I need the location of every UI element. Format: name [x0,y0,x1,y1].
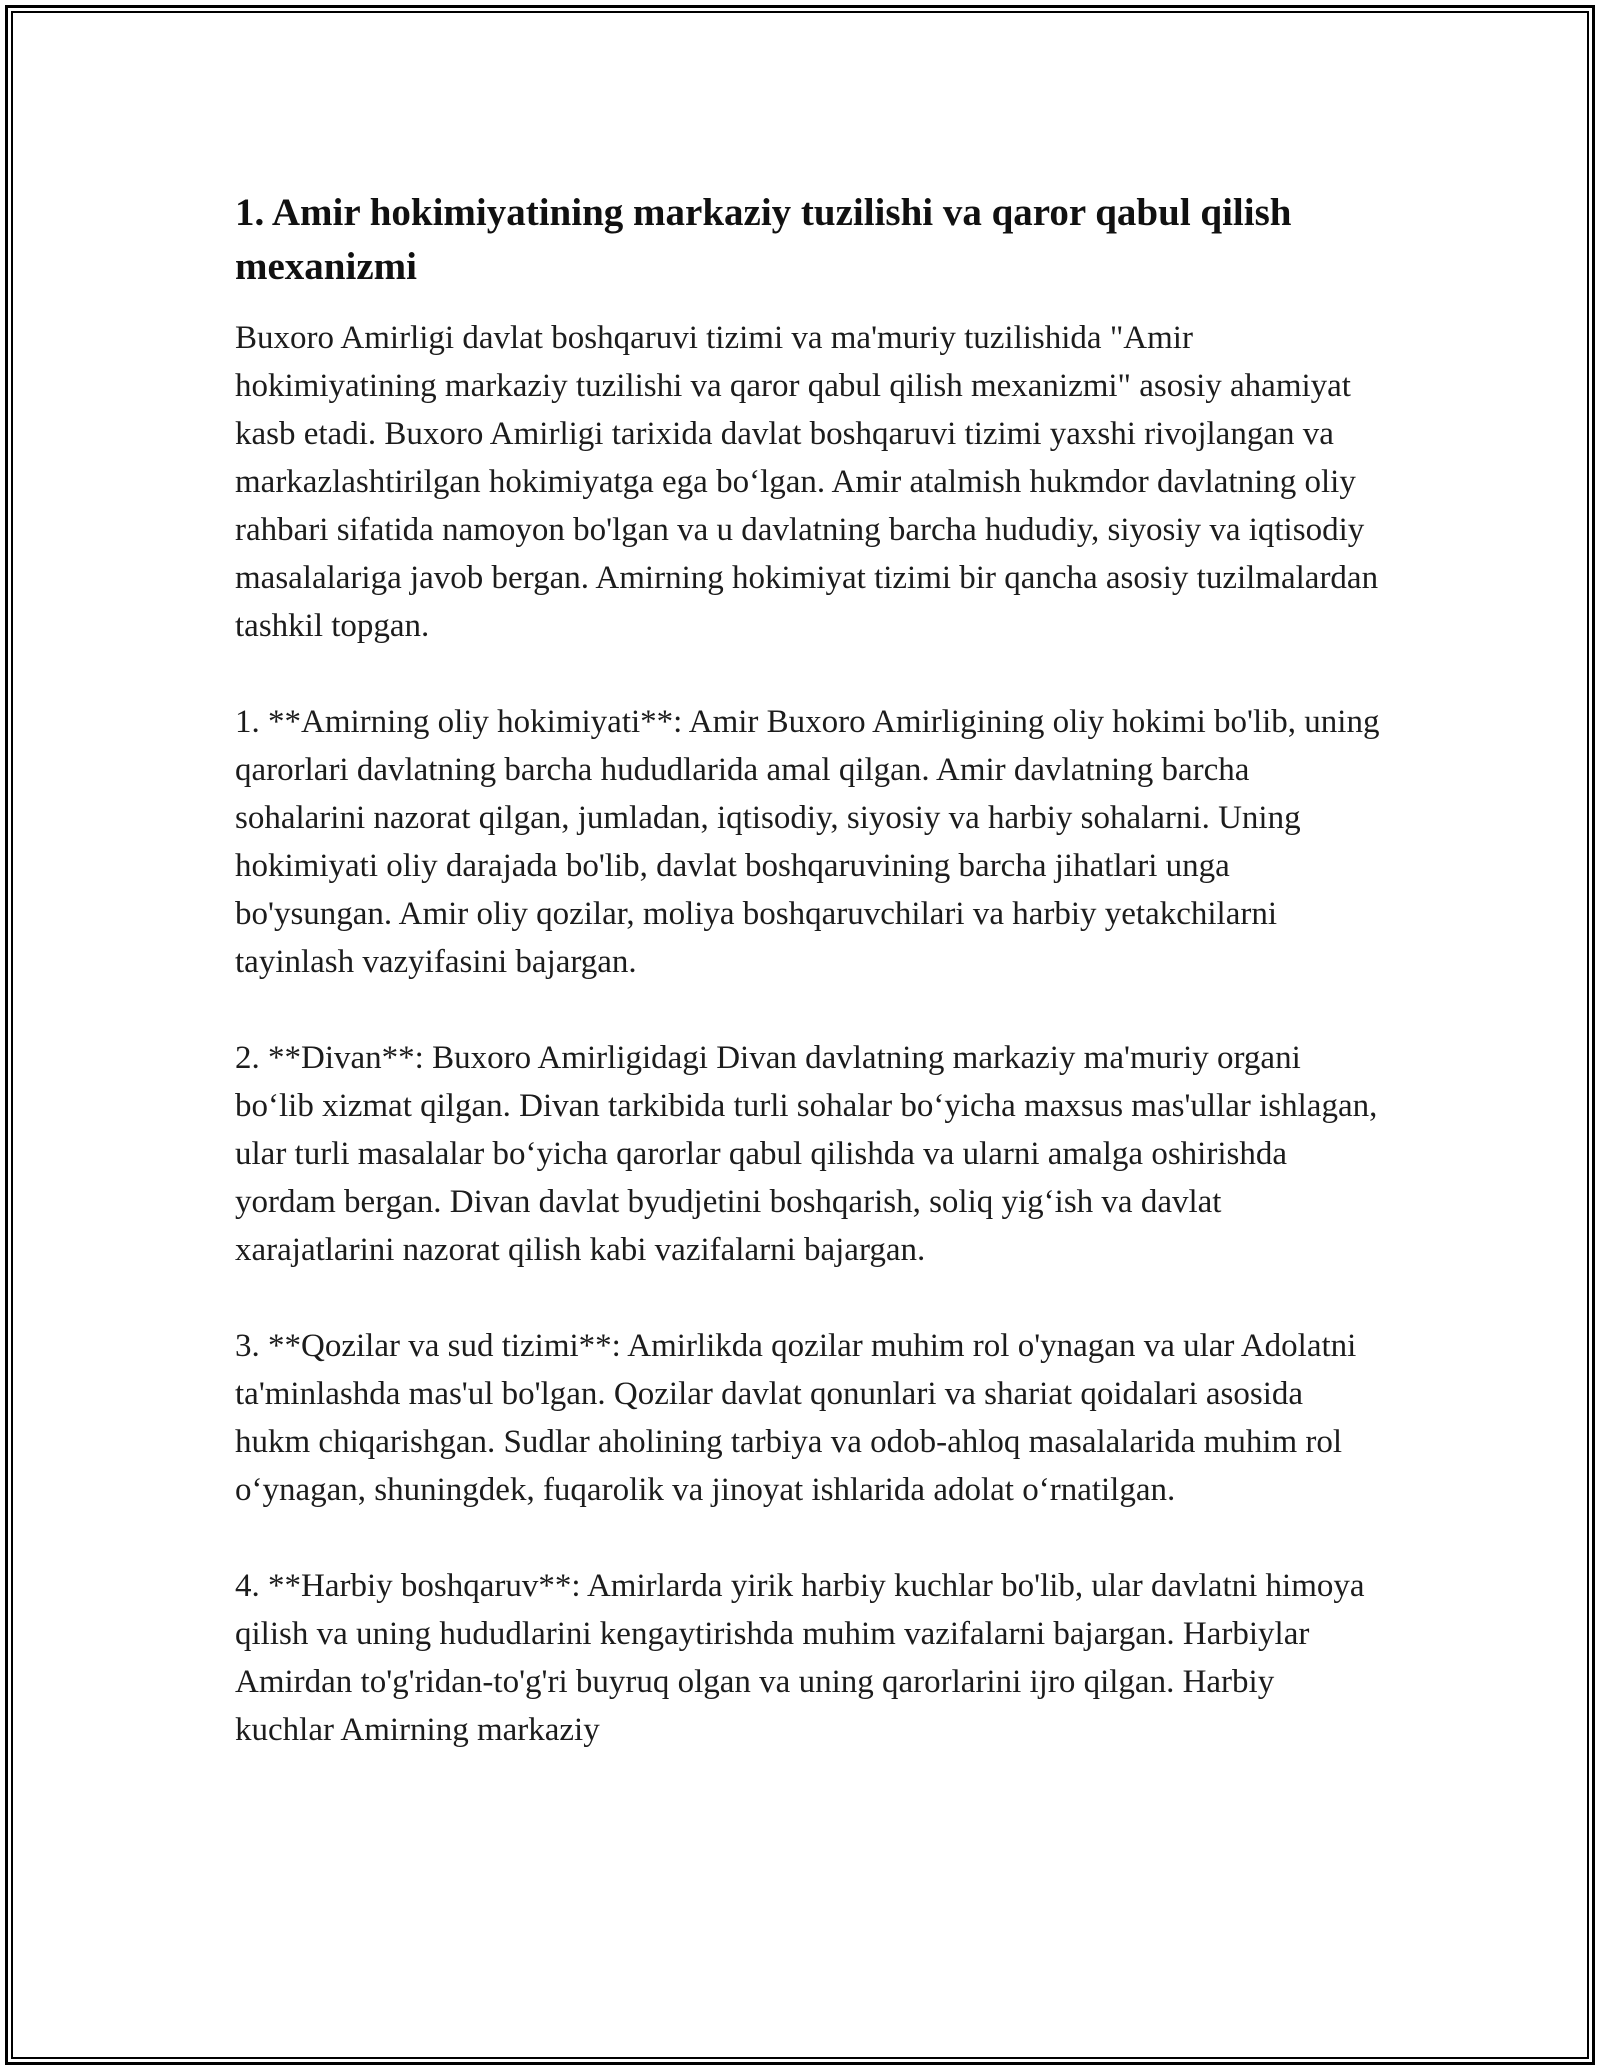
paragraph-divan: 2. **Divan**: Buxoro Amirligidagi Divan davlatning markaziy ma'muriy organi bo‘lib xizmat qilgan. Divan tarkibida turli sohalar bo‘yicha maxsus mas'ullar ishlagan, ular turli masalalar bo‘yicha qarorlar qabul qilishda va ularni amalga oshirishda yordam bergan. Divan davlat byudjetini boshqarish, soliq yig‘ish va davlat xarajatlarini nazorat qilish kabi vazifalarni bajargan. [235,1040,1378,1268]
paragraph-judges-court-system: 3. **Qozilar va sud tizimi**: Amirlikda qozilar muhim rol o'ynagan va ular Adolatni ta'minlashda mas'ul bo'lgan. Qozilar davlat qonunlari va shariat qoidalari asosida hukm chiqarishgan. Sudlar aholining tarbiya va odob-ahloq masalalarida muhim rol o‘ynagan, shuningdek, fuqarolik va jinoyat ishlarida adolat o‘rnatilgan. [235,1328,1357,1508]
paragraph-military-administration: 4. **Harbiy boshqaruv**: Amirlarda yirik harbiy kuchlar bo'lib, ular davlatni himoya qilish va uning hududlarini kengaytirishda muhim vazifalarni bajargan. Harbiylar Amirdan to'g'ridan-to'g'ri buyruq olgan va uning qarorlarini ijro qilgan. Harbiy kuchlar Amirning markaziy [235,1568,1365,1748]
section-heading: 1. Amir hokimiyatining markaziy tuzilishi va qaror qabul qilish mexanizmi [235,191,1292,288]
document-body [235,186,1380,1802]
intro-paragraph: Buxoro Amirligi davlat boshqaruvi tizimi va ma'muriy tuzilishida "Amir hokimiyatining markaziy tuzilishi va qaror qabul qilish mexanizmi" asosiy ahamiyat kasb etadi. Buxoro Amirligi tarixida davlat boshqaruvi tizimi yaxshi rivojlangan va markazlashtirilgan hokimiyatga ega bo‘lgan. Amir atalmish hukmdor davlatning oliy rahbari sifatida namoyon bo'lgan va u davlatning barcha hududiy, siyosiy va iqtisodiy masalalariga javob bergan. Amirning hokimiyat tizimi bir qancha asosiy tuzilmalardan tashkil topgan. [235,320,1379,644]
paragraph-amir-supreme-power: 1. **Amirning oliy hokimiyati**: Amir Buxoro Amirligining oliy hokimi bo'lib, uning qarorlari davlatning barcha hududlarida amal qilgan. Amir davlatning barcha sohalarini nazorat qilgan, jumladan, iqtisodiy, siyosiy va harbiy sohalarni. Uning hokimiyati oliy darajada bo'lib, davlat boshqaruvining barcha jihatlari unga bo'ysungan. Amir oliy qozilar, moliya boshqaruvchilari va harbiy yetakchilarni tayinlash vazyifasini bajargan. [235,704,1380,980]
